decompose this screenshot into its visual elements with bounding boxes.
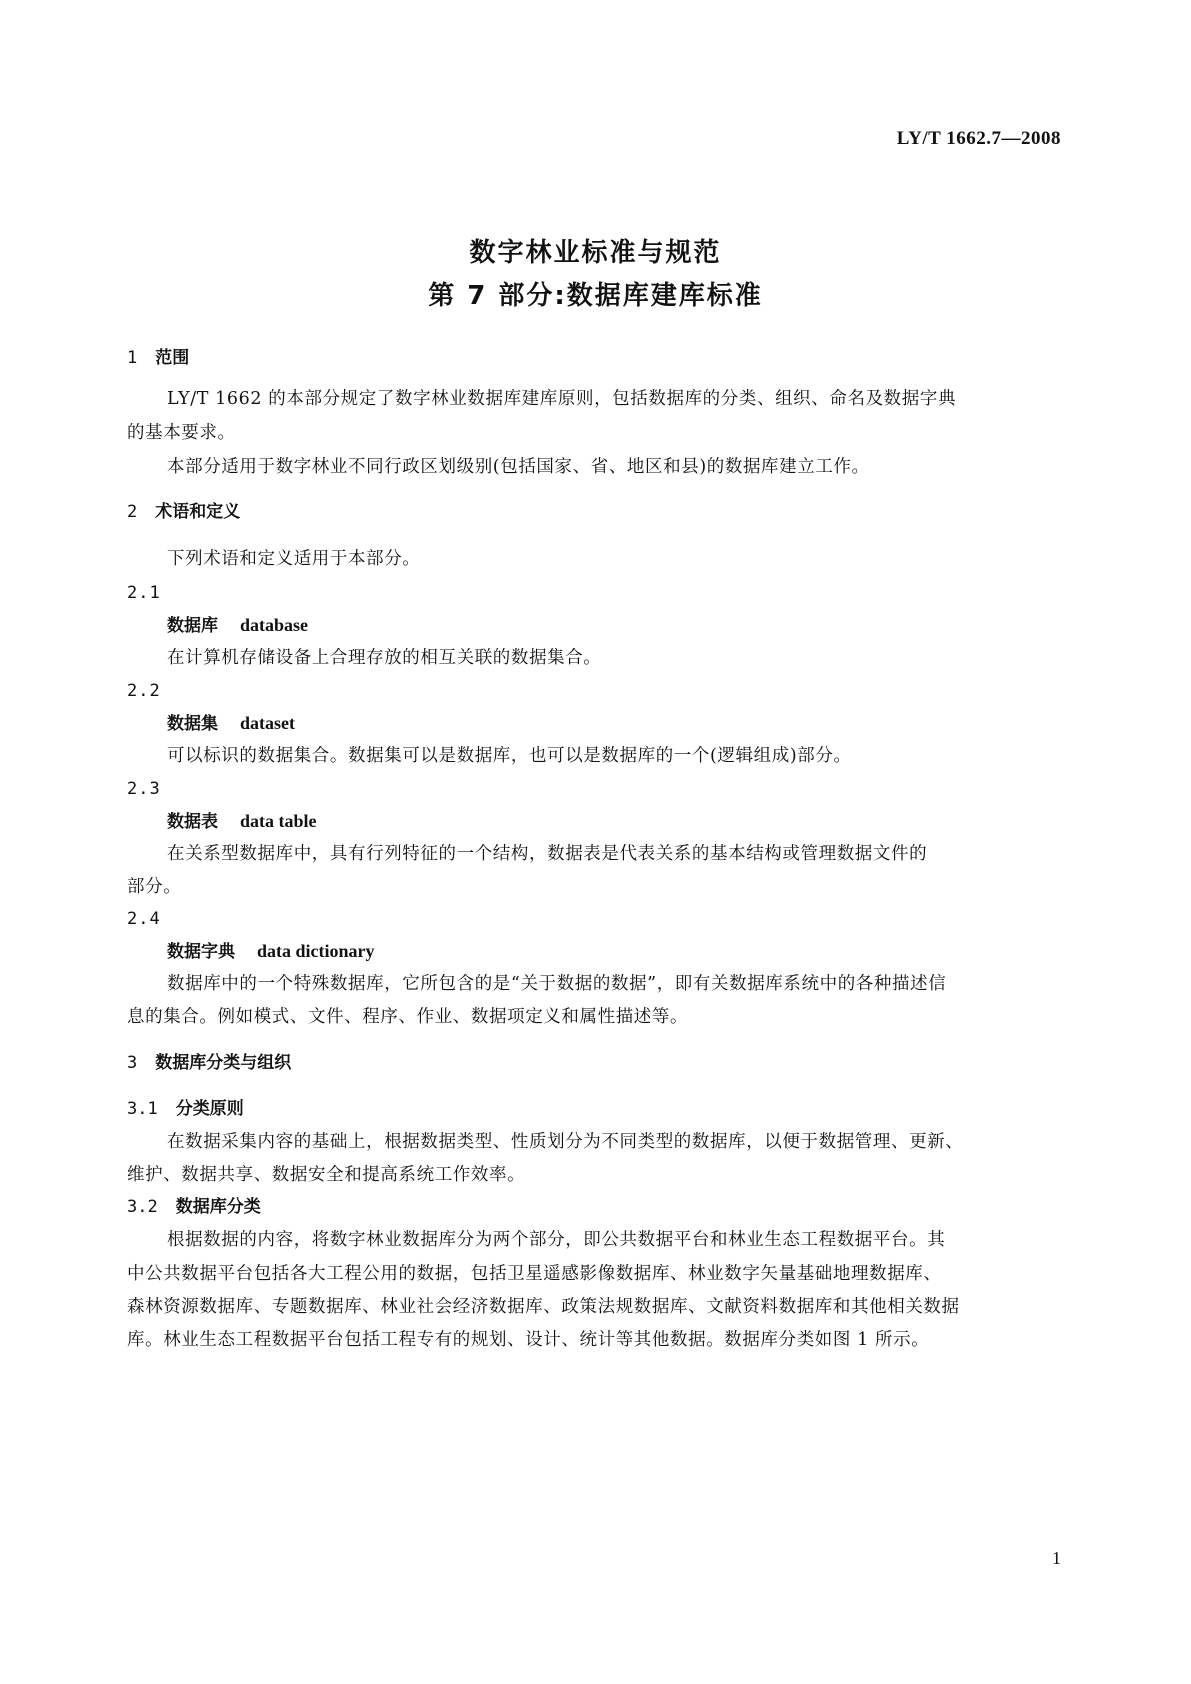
section-number: 3 — [127, 1053, 138, 1073]
section-1-heading — [127, 346, 189, 370]
document-subtitle: 第 7 部分:数据库建库标准 — [428, 281, 763, 311]
term-number: 2.2 — [127, 681, 161, 701]
paragraph-line: 库。林业生态工程数据平台包括工程专有的规划、设计、统计等其他数据。数据库分类如图 1 所示。 — [127, 1330, 930, 1350]
paragraph-line: 森林资源数据库、专题数据库、林业社会经济数据库、政策法规数据库、文献资料数据库和其他相关数据 — [127, 1297, 960, 1317]
section-title: 数据库分类与组织 — [155, 1053, 292, 1073]
paragraph-line: 的基本要求。 — [127, 423, 236, 443]
subsection-title: 分类原则 — [175, 1099, 244, 1119]
term-definition: 数据库中的一个特殊数据库，它所包含的是“关于数据的数据”，即有关数据库系统中的各种描述信 — [167, 974, 947, 994]
paragraph-line: 根据数据的内容，将数字林业数据库分为两个部分，即公共数据平台和林业生态工程数据平台。其 — [167, 1230, 946, 1250]
term-english: dataset — [240, 713, 295, 733]
term-definition: 息的集合。例如模式、文件、程序、作业、数据项定义和属性描述等。 — [127, 1007, 689, 1027]
term-definition: 在关系型数据库中，具有行列特征的一个结构，数据表是代表关系的基本结构或管理数据文件的 — [167, 844, 928, 864]
subsection-number: 3.1 — [127, 1099, 158, 1119]
subsection-3-2-heading — [127, 1195, 261, 1219]
section-title: 范围 — [155, 348, 190, 368]
term-chinese: 数据库 — [167, 616, 218, 636]
term-chinese: 数据集 — [167, 714, 218, 734]
term-english: database — [240, 615, 309, 635]
subsection-title: 数据库分类 — [175, 1197, 261, 1217]
term-definition: 可以标识的数据集合。数据集可以是数据库，也可以是数据库的一个(逻辑组成)部分。 — [167, 746, 852, 766]
section-number: 2 — [127, 502, 138, 522]
page-number: 1 — [1052, 1548, 1061, 1568]
term-number: 2.3 — [127, 779, 161, 799]
paragraph-line: LY/T 1662 的本部分规定了数字林业数据库建库原则，包括数据库的分类、组织、命名及数据字典 — [167, 389, 957, 409]
term-definition: 部分。 — [127, 877, 182, 897]
term-number: 2.4 — [127, 909, 161, 929]
term-number: 2.1 — [127, 583, 161, 603]
term-english: data dictionary — [257, 941, 375, 961]
term-chinese: 数据表 — [167, 812, 218, 832]
section-2-heading — [127, 500, 240, 524]
section-3-heading — [127, 1051, 291, 1075]
subsection-3-1-heading — [127, 1097, 244, 1121]
term-entry — [167, 809, 317, 834]
document-title: 数字林业标准与规范 — [469, 238, 722, 268]
term-entry — [167, 711, 295, 736]
paragraph-line: 中公共数据平台包括各大工程公用的数据，包括卫星遥感影像数据库、林业数字矢量基础地理数据库、 — [127, 1264, 942, 1284]
subsection-number: 3.2 — [127, 1197, 158, 1217]
term-definition: 在计算机存储设备上合理存放的相互关联的数据集合。 — [167, 648, 602, 668]
paragraph-line: 下列术语和定义适用于本部分。 — [167, 549, 421, 569]
term-entry — [167, 613, 308, 638]
section-number: 1 — [127, 348, 138, 368]
standard-code: LY/T 1662.7—2008 — [896, 128, 1061, 149]
paragraph-line: 维护、数据共享、数据安全和提高系统工作效率。 — [127, 1165, 526, 1185]
term-entry — [167, 939, 375, 964]
section-title: 术语和定义 — [155, 502, 241, 522]
term-english: data table — [240, 811, 317, 831]
paragraph-line: 在数据采集内容的基础上，根据数据类型、性质划分为不同类型的数据库，以便于数据管理、更新、 — [167, 1132, 964, 1152]
paragraph-line: 本部分适用于数字林业不同行政区划级别(包括国家、省、地区和县)的数据库建立工作。 — [167, 457, 870, 477]
term-chinese: 数据字典 — [167, 942, 235, 962]
